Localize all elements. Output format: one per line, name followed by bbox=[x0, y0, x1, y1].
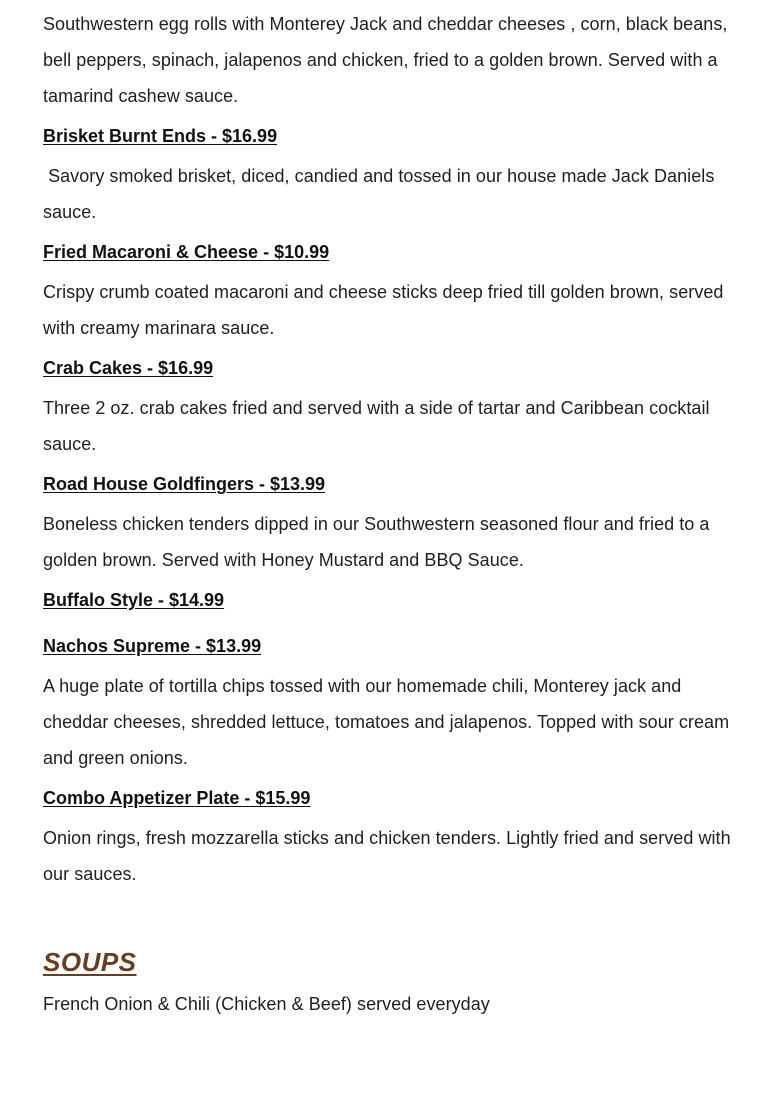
section-heading-soups: SOUPS bbox=[43, 947, 137, 977]
item-title-crab-cakes: Crab Cakes - $16.99 bbox=[43, 358, 214, 378]
item-description-crab-cakes: Three 2 oz. crab cakes fried and served with a side of tartar and Caribbean cocktail sauce. bbox=[43, 398, 710, 454]
item-title-buffalo-style: Buffalo Style - $14.99 bbox=[43, 590, 225, 610]
item-description-nachos-supreme: A huge plate of tortilla chips tossed with our homemade chili, Monterey jack and cheddar cheeses, shredded lettuce, tomatoes and jalapenos. Topped with sour cream and green onions. bbox=[43, 676, 730, 768]
soups-note: French Onion & Chili (Chicken & Beef) served everyday bbox=[43, 994, 490, 1014]
item-description-egg-rolls: Southwestern egg rolls with Monterey Jack and cheddar cheeses , corn, black beans, bell peppers, spinach, jalapenos and chicken, fried to a golden brown. Served with a tamarind cashew sauce. bbox=[43, 14, 728, 106]
item-title-combo-appetizer-plate: Combo Appetizer Plate - $15.99 bbox=[43, 788, 311, 808]
item-title-brisket-burnt-ends: Brisket Burnt Ends - $16.99 bbox=[43, 126, 278, 146]
item-description-fried-mac-cheese: Crispy crumb coated macaroni and cheese sticks deep fried till golden brown, served with creamy marinara sauce. bbox=[43, 282, 724, 338]
item-description-brisket-burnt-ends: Savory smoked brisket, diced, candied and tossed in our house made Jack Daniels sauce. bbox=[43, 166, 720, 222]
item-description-combo-appetizer-plate: Onion rings, fresh mozzarella sticks and chicken tenders. Lightly fried and served with our sauces. bbox=[43, 828, 731, 884]
item-title-fried-mac-cheese: Fried Macaroni & Cheese - $10.99 bbox=[43, 242, 330, 262]
item-description-road-house-goldfingers: Boneless chicken tenders dipped in our Southwestern seasoned flour and fried to a golden brown. Served with Honey Mustard and BBQ Sauce. bbox=[43, 514, 710, 570]
menu-page bbox=[43, 0, 743, 1022]
item-title-nachos-supreme: Nachos Supreme - $13.99 bbox=[43, 636, 262, 656]
item-title-road-house-goldfingers: Road House Goldfingers - $13.99 bbox=[43, 474, 326, 494]
